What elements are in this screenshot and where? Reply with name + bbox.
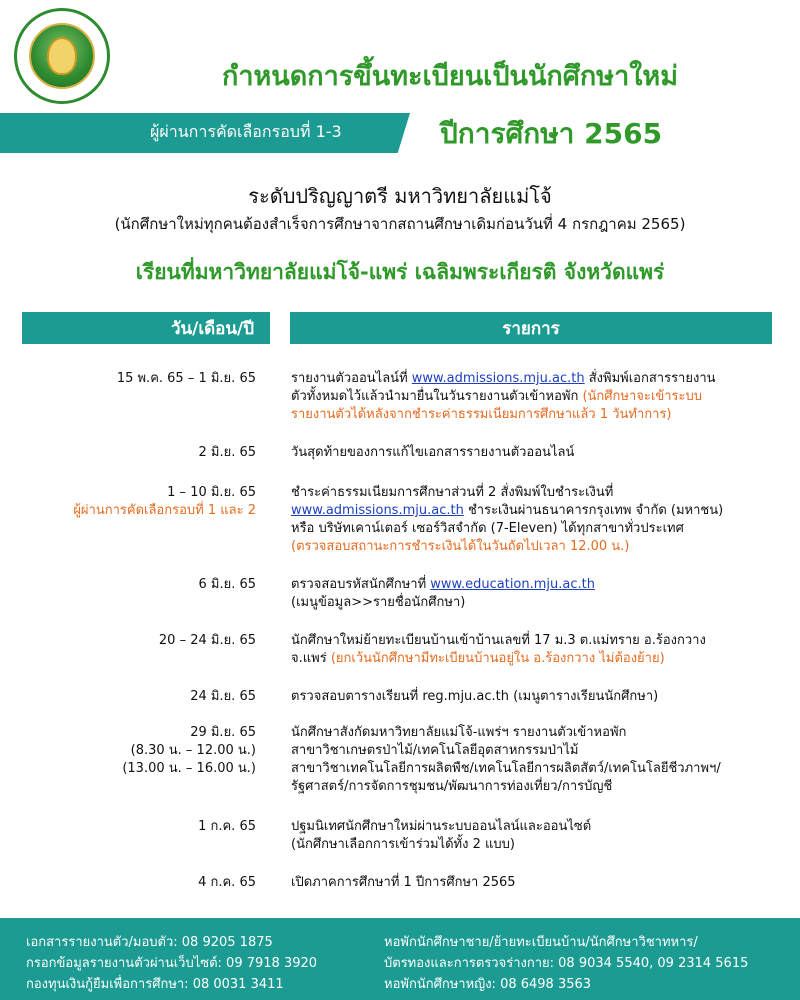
academic-year: ปีการศึกษา 2565 bbox=[440, 117, 663, 150]
contact-line: เอกสารรายงานตัว/มอบตัว: 08 9205 1875 bbox=[26, 935, 273, 950]
text: รัฐศาสตร์/การจัดการชุมชน/พัฒนาการท่องเที่ยว/การบัญชี bbox=[291, 779, 613, 794]
seed-icon bbox=[47, 37, 77, 75]
text: นักศึกษาใหม่ย้ายทะเบียนบ้านเข้าบ้านเลขที่ 17 ม.3 ต.แม่ทราย อ.ร้องกวาง bbox=[291, 633, 706, 648]
schedule-description bbox=[291, 484, 781, 556]
schedule-description bbox=[291, 632, 781, 668]
time-range: (13.00 น. – 16.00 น.) bbox=[122, 761, 256, 776]
schedule-date: 20 – 24 มิ.ย. 65 bbox=[158, 633, 256, 648]
schedule-description bbox=[291, 444, 781, 462]
university-logo bbox=[14, 8, 110, 104]
time-range: (8.30 น. – 12.00 น.) bbox=[130, 743, 256, 758]
schedule-date: 4 ก.ค. 65 bbox=[198, 875, 256, 890]
contact-list-right bbox=[384, 932, 748, 995]
text: ชำระเงินผ่านธนาคารกรุงเทพ จำกัด (มหาชน) bbox=[463, 503, 724, 518]
highlight-note: (นักศึกษาจะเข้าระบบ bbox=[582, 389, 702, 404]
round-label: ผู้ผ่านการคัดเลือกรอบที่ 1-3 bbox=[150, 122, 342, 141]
admissions-link[interactable]: www.admissions.mju.ac.th bbox=[291, 503, 464, 518]
text: เปิดภาคการศึกษาที่ 1 ปีการศึกษา 2565 bbox=[291, 875, 516, 890]
education-link[interactable]: www.education.mju.ac.th bbox=[430, 577, 595, 592]
schedule-date: 15 พ.ค. 65 – 1 มิ.ย. 65 bbox=[116, 371, 256, 386]
schedule-description bbox=[291, 874, 781, 892]
date-text: 1 – 10 มิ.ย. 65 bbox=[167, 485, 256, 500]
schedule-date bbox=[20, 484, 256, 520]
text: สั่งพิมพ์เอกสารรายงาน bbox=[584, 371, 716, 386]
schedule-date: 2 มิ.ย. 65 bbox=[198, 445, 256, 460]
column-header-date: วัน/เดือน/ปี bbox=[22, 312, 270, 344]
text: สาขาวิชาเทคโนโลยีการผลิตพืช/เทคโนโลยีการผลิตสัตว์/เทคโนโลยีชีวภาพฯ/ bbox=[291, 761, 721, 776]
campus-title: เรียนที่มหาวิทยาลัยแม่โจ้-แพร่ เฉลิมพระเกียรติ จังหวัดแพร่ bbox=[135, 260, 665, 284]
text: ปฐมนิเทศนักศึกษาใหม่ผ่านระบบออนไลน์และออนไซต์ bbox=[291, 819, 592, 834]
text: ตัวทั้งหมดไว้แล้วนำมายื่นในวันรายงานตัวเข้าหอพัก bbox=[291, 389, 583, 404]
schedule-date: 24 มิ.ย. 65 bbox=[190, 689, 256, 704]
eligibility-note: (นักศึกษาใหม่ทุกคนต้องสำเร็จการศึกษาจากสถานศึกษาเดิมก่อนวันที่ 4 กรกฎาคม 2565) bbox=[114, 215, 686, 233]
emblem-icon bbox=[29, 23, 95, 89]
contact-line: บัตรทองและการตรวจร่างกาย: 08 9034 5540, 09 2314 5615 bbox=[384, 956, 749, 971]
schedule-date: 1 ก.ค. 65 bbox=[198, 819, 256, 834]
schedule-date bbox=[20, 724, 256, 778]
contact-footer bbox=[0, 918, 800, 1000]
highlight-note: (ยกเว้นนักศึกษามีทะเบียนบ้านอยู่ใน อ.ร้องกวาง ไม่ต้องย้าย) bbox=[330, 651, 665, 666]
schedule-description bbox=[291, 724, 781, 796]
text: วันสุดท้ายของการแก้ไขเอกสารรายงานตัวออนไลน์ bbox=[291, 445, 575, 460]
text: ตรวจสอบรหัสนักศึกษาที่ bbox=[291, 577, 431, 592]
contact-line: หอพักนักศึกษาชาย/ย้ายทะเบียนบ้าน/นักศึกษาวิชาทหาร/ bbox=[384, 935, 698, 950]
date-text: 29 มิ.ย. 65 bbox=[190, 725, 256, 740]
schedule-date: 6 มิ.ย. 65 bbox=[198, 577, 256, 592]
highlight-note: (ตรวจสอบสถานะการชำระเงินได้ในวันถัดไปเวลา 12.00 น.) bbox=[291, 539, 630, 554]
column-header-item: รายการ bbox=[290, 312, 772, 344]
date-note: ผู้ผ่านการคัดเลือกรอบที่ 1 และ 2 bbox=[73, 503, 256, 518]
text: สาขาวิชาเกษตรป่าไม้/เทคโนโลยีอุตสาหกรรมป่าไม้ bbox=[291, 743, 579, 758]
contact-line: กองทุนเงินกู้ยืมเพื่อการศึกษา: 08 0031 3411 bbox=[26, 977, 284, 992]
text: จ.แพร่ bbox=[291, 651, 331, 666]
schedule-description bbox=[291, 688, 781, 706]
schedule-description bbox=[291, 370, 781, 424]
text: (เมนูข้อมูล>>รายชื่อนักศึกษา) bbox=[291, 595, 466, 610]
admissions-link[interactable]: www.admissions.mju.ac.th bbox=[411, 371, 585, 386]
text: รายงานตัวออนไลน์ที่ bbox=[291, 371, 412, 386]
text: หรือ บริษัทเคาน์เตอร์ เซอร์วิสจำกัด (7-Eleven) ได้ทุกสาขาทั่วประเทศ bbox=[291, 521, 684, 536]
schedule-description bbox=[291, 576, 781, 612]
text: (นักศึกษาเลือกการเข้าร่วมได้ทั้ง 2 แบบ) bbox=[291, 837, 515, 852]
contact-line: กรอกข้อมูลรายงานตัวผ่านเว็บไซต์: 09 7918 3920 bbox=[26, 956, 318, 971]
contact-line: หอพักนักศึกษาหญิง: 08 6498 3563 bbox=[384, 977, 592, 992]
highlight-note: รายงานตัวได้หลังจากชำระค่าธรรมเนียมการศึกษาแล้ว 1 วันทำการ) bbox=[291, 407, 672, 422]
text: ตรวจสอบตารางเรียนที่ reg.mju.ac.th (เมนูตารางเรียนนักศึกษา) bbox=[291, 689, 659, 704]
schedule-description bbox=[291, 818, 781, 854]
text: นักศึกษาสังกัดมหาวิทยาลัยแม่โจ้-แพร่ฯ รายงานตัวเข้าหอพัก bbox=[291, 725, 627, 740]
degree-level: ระดับปริญญาตรี มหาวิทยาลัยแม่โจ้ bbox=[248, 184, 552, 208]
text: ชำระค่าธรรมเนียมการศึกษาส่วนที่ 2 สั่งพิมพ์ใบชำระเงินที่ bbox=[291, 485, 614, 500]
contact-list-left bbox=[26, 932, 317, 995]
page-title: กำหนดการขึ้นทะเบียนเป็นนักศึกษาใหม่ bbox=[221, 61, 679, 92]
